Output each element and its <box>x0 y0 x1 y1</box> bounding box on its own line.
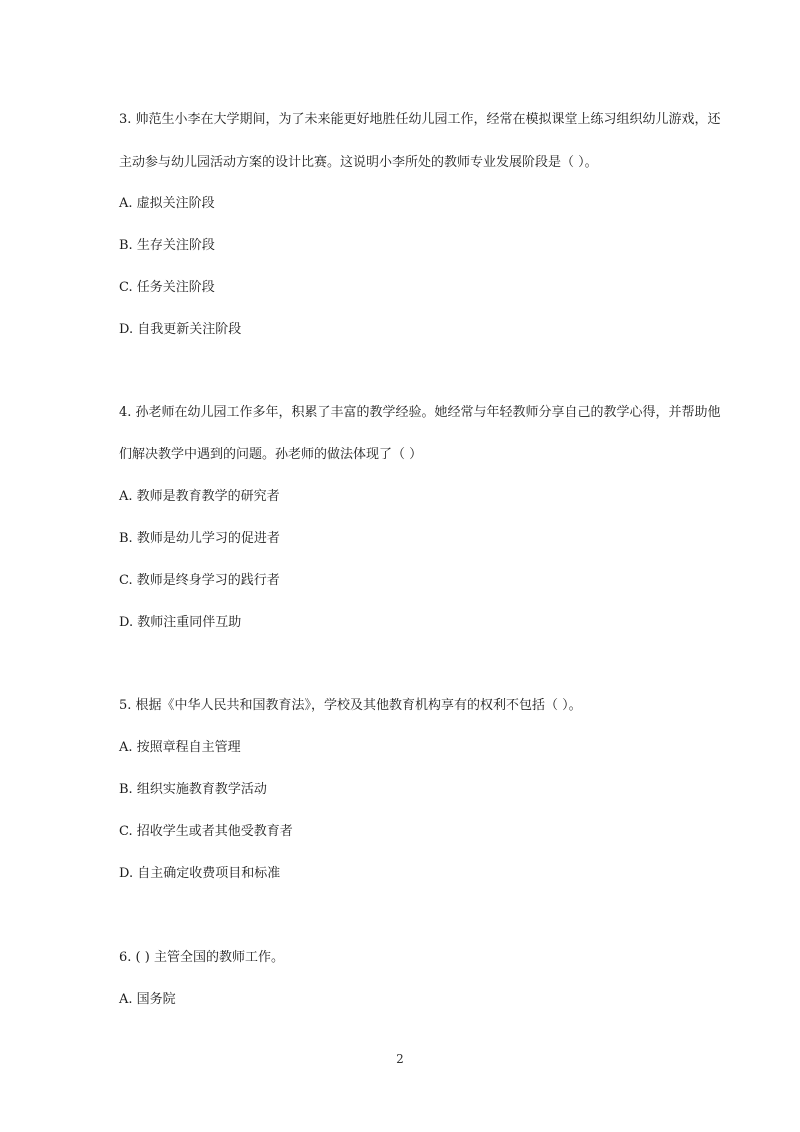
question-3-stem-line-1: 3. 帅范生小李在大学期间，为了未来能更好地胜任幼儿园工作，经常在模拟课堂上练习组织幼儿游戏，还 <box>119 112 721 127</box>
question-6-stem-line-1: 6. ( ) 主管全国的教师工作。 <box>119 950 284 965</box>
question-4-option-b: B. 教师是幼儿学习的促进者 <box>119 531 280 546</box>
question-4-option-a: A. 教师是教育教学的研究者 <box>119 489 280 504</box>
page-number: 2 <box>396 1052 404 1066</box>
question-5-stem-line-1: 5. 根据《中华人民共和国教育法》，学校及其他教育机构享有的权利不包括（ ）。 <box>119 698 582 713</box>
question-5-option-d: D. 自主确定收费项目和标准 <box>119 866 281 881</box>
question-6-option-a: A. 国务院 <box>119 992 176 1007</box>
question-5-option-c: C. 招收学生或者其他受教育者 <box>119 824 293 839</box>
question-3-option-b: B. 生存关注阶段 <box>119 238 215 253</box>
question-3-option-a: A. 虚拟关注阶段 <box>119 196 215 211</box>
question-4-stem-line-2: 们解决教学中遇到的问题。孙老师的做法体现了（ ） <box>119 447 423 462</box>
question-5-option-b: B. 组织实施教育教学活动 <box>119 782 267 797</box>
question-3-option-c: C. 任务关注阶段 <box>119 280 215 295</box>
question-4-option-d: D. 教师注重同伴互助 <box>119 615 242 630</box>
question-3-option-d: D. 自我更新关注阶段 <box>119 322 242 337</box>
question-5-option-a: A. 按照章程自主管理 <box>119 740 241 755</box>
question-4-option-c: C. 教师是终身学习的践行者 <box>119 573 280 588</box>
question-3-stem-line-2: 主动参与幼儿园活动方案的设计比赛。这说明小李所处的教师专业发展阶段是（ ）。 <box>119 155 598 170</box>
question-4-stem-line-1: 4. 孙老师在幼儿园工作多年，积累了丰富的教学经验。她经常与年轻教师分享自己的教学心得，并帮助他 <box>119 405 721 420</box>
